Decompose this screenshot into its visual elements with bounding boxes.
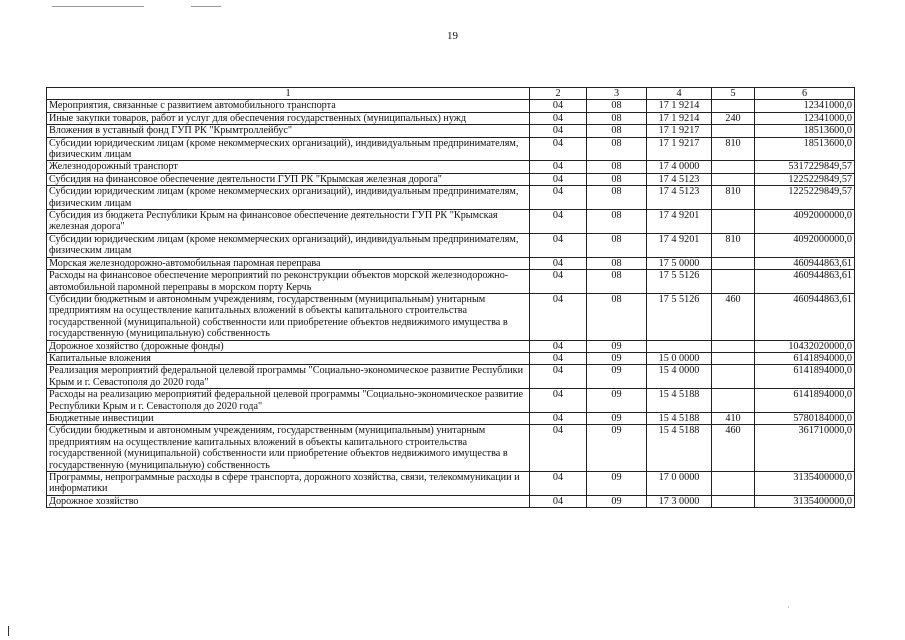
cell-name: Вложения в уставный фонд ГУП РК "Крымтроллейбус" — [47, 125, 530, 137]
cell-expense-type: 460 — [712, 293, 755, 340]
cell-name: Субсидия на финансовое обеспечение деятельности ГУП РК "Крымская железная дорога" — [47, 173, 530, 185]
cell-amount: 6141894000,0 — [755, 365, 855, 389]
cell-subsection: 08 — [587, 173, 647, 185]
cell-expense-type — [712, 495, 755, 507]
table-row — [47, 365, 855, 389]
cell-expense-type: 240 — [712, 112, 755, 124]
cell-expense-type — [712, 257, 755, 269]
cell-expense-type: 810 — [712, 186, 755, 210]
budget-table — [46, 87, 855, 508]
cell-target-article: 17 5 5126 — [647, 293, 712, 340]
cell-target-article: 17 5 5126 — [647, 270, 712, 294]
cell-section: 04 — [530, 340, 587, 352]
cell-name: Субсидии юридическим лицам (кроме некоммерческих организаций), индивидуальным предпринимателям, физическим лицам — [47, 233, 530, 257]
header-row — [47, 88, 855, 100]
cell-amount: 3135400000,0 — [755, 495, 855, 507]
cell-name: Мероприятия, связанные с развитием автомобильного транспорта — [47, 100, 530, 112]
table-row — [47, 389, 855, 413]
cell-section: 04 — [530, 233, 587, 257]
cell-target-article: 15 0 0000 — [647, 352, 712, 364]
cell-name: Расходы на реализацию мероприятий федеральной целевой программы "Социально-экономическое развитие Республики Крым и г. Севастополя до 2020 года" — [47, 389, 530, 413]
cell-section: 04 — [530, 186, 587, 210]
cell-expense-type — [712, 472, 755, 496]
cell-expense-type — [712, 352, 755, 364]
cell-expense-type — [712, 210, 755, 234]
table-row — [47, 412, 855, 424]
table-row — [47, 186, 855, 210]
cell-section: 04 — [530, 389, 587, 413]
cell-target-article: 17 4 9201 — [647, 210, 712, 234]
cell-target-article: 17 1 9214 — [647, 100, 712, 112]
cell-name: Субсидии бюджетным и автономным учреждениям, государственным (муниципальным) унитарным предприятиям на осуществление капитальных вложений в объекты капитального строительства государственной (муниципальной) собственности или приобретение объектов недвижимого имущества в государственную (муниципальную) собственность — [47, 293, 530, 340]
cell-section: 04 — [530, 472, 587, 496]
cell-target-article: 15 4 5188 — [647, 389, 712, 413]
cell-subsection: 09 — [587, 352, 647, 364]
cell-target-article: 17 0 0000 — [647, 472, 712, 496]
cell-subsection: 08 — [587, 186, 647, 210]
cell-amount: 6141894000,0 — [755, 352, 855, 364]
table-row — [47, 125, 855, 137]
cell-name: Иные закупки товаров, работ и услуг для обеспечения государственных (муниципальных) нужд — [47, 112, 530, 124]
cell-amount: 18513600,0 — [755, 137, 855, 161]
cell-target-article: 17 1 9217 — [647, 137, 712, 161]
cell-amount: 5780184000,0 — [755, 412, 855, 424]
cell-expense-type: 810 — [712, 137, 755, 161]
cell-target-article: 17 1 9214 — [647, 112, 712, 124]
cell-subsection: 08 — [587, 270, 647, 294]
cell-name: Дорожное хозяйство (дорожные фонды) — [47, 340, 530, 352]
cell-target-article: 15 4 0000 — [647, 365, 712, 389]
cell-name: Программы, непрограммные расходы в сфере транспорта, дорожного хозяйства, связи, телекоммуникации и информатики — [47, 472, 530, 496]
table-row — [47, 425, 855, 472]
table-row — [47, 137, 855, 161]
table-row — [47, 161, 855, 173]
cell-name: Субсидии бюджетным и автономным учреждениям, государственным (муниципальным) унитарным предприятиям на осуществление капитальных вложений в объекты капитального строительства государственной (муниципальной) собственности или приобретение объектов недвижимого имущества в государственную (муниципальную) собственность — [47, 425, 530, 472]
cell-name: Реализация мероприятий федеральной целевой программы "Социально-экономическое развитие Республики Крым и г. Севастополя до 2020 года" — [47, 365, 530, 389]
cell-subsection: 08 — [587, 293, 647, 340]
table-row — [47, 340, 855, 352]
cell-section: 04 — [530, 112, 587, 124]
cell-name: Расходы на финансовое обеспечение мероприятий по реконструкции объектов морской железнодорожно-автомобильной паромной переправы в морском порту Керчь — [47, 270, 530, 294]
cell-target-article: 17 3 0000 — [647, 495, 712, 507]
table-row — [47, 112, 855, 124]
col-header-3: 3 — [587, 88, 647, 100]
cell-section: 04 — [530, 412, 587, 424]
table-row — [47, 472, 855, 496]
col-header-4: 4 — [647, 88, 712, 100]
cell-amount: 4092000000,0 — [755, 233, 855, 257]
cell-amount: 4092000000,0 — [755, 210, 855, 234]
table-row — [47, 173, 855, 185]
cell-amount: 6141894000,0 — [755, 389, 855, 413]
cell-target-article: 17 1 9217 — [647, 125, 712, 137]
table-row — [47, 257, 855, 269]
cell-name: Субсидии юридическим лицам (кроме некоммерческих организаций), индивидуальным предпринимателям, физическим лицам — [47, 137, 530, 161]
cell-subsection: 09 — [587, 425, 647, 472]
scan-mark-left — [52, 6, 144, 7]
cell-subsection: 09 — [587, 472, 647, 496]
cell-subsection: 09 — [587, 365, 647, 389]
cell-section: 04 — [530, 100, 587, 112]
cell-subsection: 09 — [587, 340, 647, 352]
cell-amount: 460944863,61 — [755, 293, 855, 340]
cell-expense-type — [712, 161, 755, 173]
cell-target-article: 17 5 0000 — [647, 257, 712, 269]
table-row — [47, 210, 855, 234]
table-row — [47, 293, 855, 340]
cell-amount: 460944863,61 — [755, 257, 855, 269]
scan-mark-right — [191, 6, 221, 7]
cell-section: 04 — [530, 257, 587, 269]
cell-subsection: 08 — [587, 100, 647, 112]
cell-subsection: 08 — [587, 137, 647, 161]
cell-expense-type — [712, 125, 755, 137]
cell-amount: 1225229849,57 — [755, 173, 855, 185]
col-header-6: 6 — [755, 88, 855, 100]
cell-name: Субсидия из бюджета Республики Крым на финансовое обеспечение деятельности ГУП РК "Крымская железная дорога" — [47, 210, 530, 234]
cell-target-article: 17 4 9201 — [647, 233, 712, 257]
cell-expense-type: 410 — [712, 412, 755, 424]
cell-section: 04 — [530, 210, 587, 234]
cell-expense-type: 810 — [712, 233, 755, 257]
cell-section: 04 — [530, 137, 587, 161]
cell-section: 04 — [530, 161, 587, 173]
cell-amount: 12341000,0 — [755, 112, 855, 124]
cell-amount: 18513600,0 — [755, 125, 855, 137]
cell-section: 04 — [530, 270, 587, 294]
cell-section: 04 — [530, 293, 587, 340]
cell-target-article: 17 4 5123 — [647, 173, 712, 185]
cell-expense-type: 460 — [712, 425, 755, 472]
cell-section: 04 — [530, 365, 587, 389]
cell-expense-type — [712, 173, 755, 185]
cell-target-article: 17 4 5123 — [647, 186, 712, 210]
cell-subsection: 08 — [587, 210, 647, 234]
table-row — [47, 270, 855, 294]
cell-name: Капитальные вложения — [47, 352, 530, 364]
cell-section: 04 — [530, 425, 587, 472]
col-header-5: 5 — [712, 88, 755, 100]
table-row — [47, 495, 855, 507]
cell-target-article: 15 4 5188 — [647, 425, 712, 472]
cell-amount: 10432020000,0 — [755, 340, 855, 352]
cell-amount: 3135400000,0 — [755, 472, 855, 496]
cell-target-article — [647, 340, 712, 352]
scan-margin-tick — [8, 626, 9, 636]
cell-amount: 1225229849,57 — [755, 186, 855, 210]
cell-subsection: 08 — [587, 257, 647, 269]
cell-subsection: 08 — [587, 112, 647, 124]
cell-name: Бюджетные инвестиции — [47, 412, 530, 424]
cell-amount: 12341000,0 — [755, 100, 855, 112]
cell-expense-type — [712, 100, 755, 112]
table-row — [47, 352, 855, 364]
cell-subsection: 09 — [587, 495, 647, 507]
cell-expense-type — [712, 389, 755, 413]
cell-subsection: 08 — [587, 161, 647, 173]
cell-name: Дорожное хозяйство — [47, 495, 530, 507]
cell-section: 04 — [530, 352, 587, 364]
table-row — [47, 100, 855, 112]
page-number: 19 — [447, 30, 458, 42]
cell-target-article: 17 4 0000 — [647, 161, 712, 173]
cell-expense-type — [712, 270, 755, 294]
cell-subsection: 08 — [587, 125, 647, 137]
cell-section: 04 — [530, 495, 587, 507]
cell-section: 04 — [530, 125, 587, 137]
cell-target-article: 15 4 5188 — [647, 412, 712, 424]
table-row — [47, 233, 855, 257]
cell-expense-type — [712, 365, 755, 389]
cell-subsection: 09 — [587, 412, 647, 424]
cell-expense-type — [712, 340, 755, 352]
cell-subsection: 08 — [587, 233, 647, 257]
cell-subsection: 09 — [587, 389, 647, 413]
scan-dot: · — [787, 603, 790, 612]
cell-name: Морская железнодорожно-автомобильная паромная переправа — [47, 257, 530, 269]
cell-name: Субсидии юридическим лицам (кроме некоммерческих организаций), индивидуальным предпринимателям, физическим лицам — [47, 186, 530, 210]
cell-name: Железнодорожный транспорт — [47, 161, 530, 173]
col-header-2: 2 — [530, 88, 587, 100]
cell-amount: 361710000,0 — [755, 425, 855, 472]
col-header-1: 1 — [47, 88, 530, 100]
cell-amount: 460944863,61 — [755, 270, 855, 294]
cell-amount: 5317229849,57 — [755, 161, 855, 173]
cell-section: 04 — [530, 173, 587, 185]
